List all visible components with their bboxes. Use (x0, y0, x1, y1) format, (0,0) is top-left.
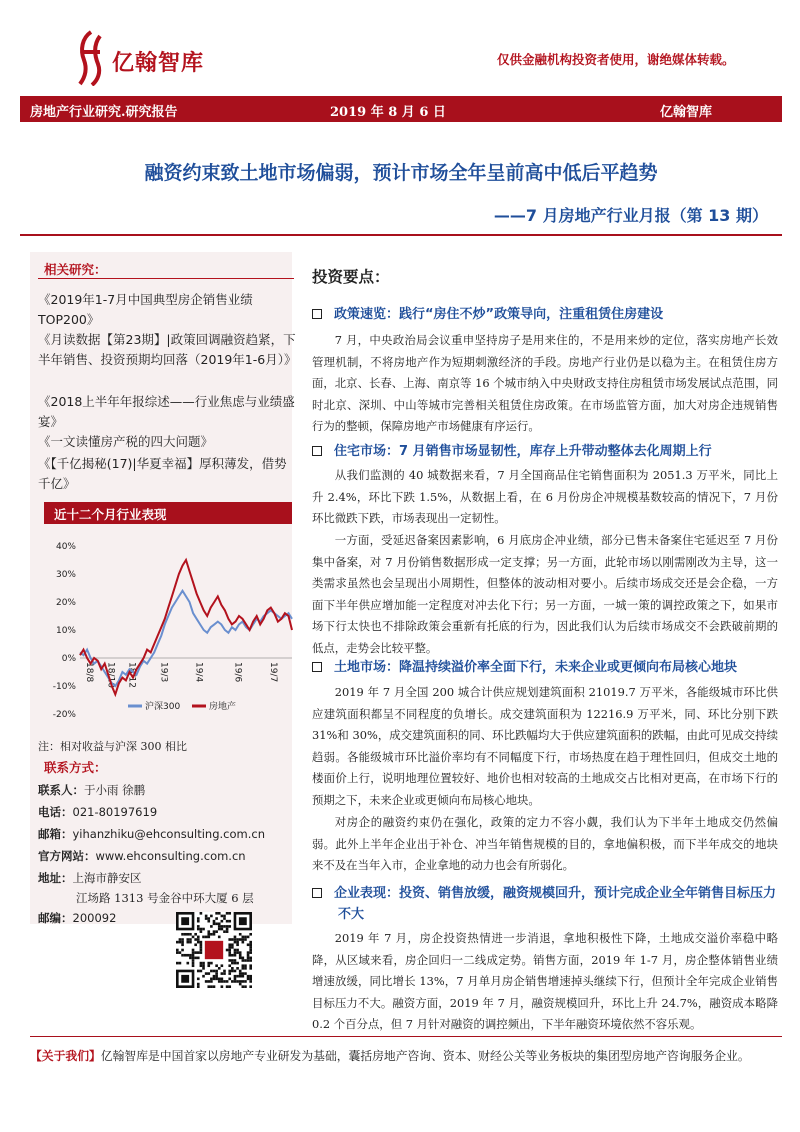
logo-mark (76, 30, 106, 86)
x-tick-label: 18/12 (126, 662, 137, 688)
contact-website: 官方网站：www.ehconsulting.com.cn (38, 849, 246, 863)
website-link[interactable]: www.ehconsulting.com.cn (95, 849, 246, 863)
related-item-4[interactable]: 《一文读懂房产税的四大问题》 (38, 434, 214, 449)
related-research-heading: 相关研究： (44, 262, 107, 277)
y-tick-label: 40% (55, 542, 76, 552)
section-land-para-1: 2019 年 7 月全国 200 城合计供应规划建筑面积 21019.7 万平米，各能级城市环比供应建筑面积都呈不同程度的负增长。成交建筑面积为 12216.9 万平米，同、环比分别下跌 31%和 30%，成交建筑面积的同、环比跌幅均大于供应建筑面积的跌幅，由此可见成交持续趋弱。各能级城市环比溢价率均有不同幅度下行，市场热度在趋于理性回归，但成交土地的楼面价上行，说明地理位置较好、地价也相对较高的土地成交占比相对更高，在市场下行的预期之下，未来企业或更倾向布局核心地块。 (312, 685, 778, 807)
y-tick-label: 0% (61, 654, 76, 664)
section-housing-title: 住宅市场：7 月销售市场显韧性，库存上升带动整体去化周期上行 (312, 441, 782, 462)
y-tick-label: 30% (55, 570, 76, 580)
related-item-3[interactable]: 《2018上半年年报综述——行业焦虑与业绩盛宴》 (38, 394, 295, 429)
x-tick-label: 18/8 (84, 662, 95, 683)
about-tag: 【关于我们】 (30, 1049, 101, 1063)
y-tick-label: -20% (52, 710, 76, 720)
contact-postcode: 邮编：200092 (38, 911, 117, 925)
contact-address: 地址：上海市静安区 (38, 871, 142, 885)
related-divider (38, 278, 294, 279)
logo-text: 亿翰智库 (112, 51, 205, 76)
section-land-title: 土地市场：降温持续溢价率全面下行，未来企业或更倾向布局核心地块 (312, 657, 782, 678)
performance-chart (30, 528, 294, 734)
section-housing-para-1: 从我们监测的 40 城数据来看，7 月全国商品住宅销售面积为 2051.3 万平米，同比上升 2.4%，环比下跌 1.5%，从数据上看，在 6 月份房企冲规模基数较高的情况下，7 月份环比微跌下跌，市场表现出一定韧性。 (312, 468, 778, 525)
checkbox-bullet-icon (312, 662, 322, 672)
related-item-2[interactable]: 《月读数据【第23期】|政策回调融资趋紧，下半年销售、投资预期均回落（2019年1-6月）》 (38, 332, 297, 367)
checkbox-bullet-icon (312, 888, 322, 898)
contact-phone: 电话：021-80197619 (38, 805, 158, 819)
checkbox-bullet-icon (312, 446, 322, 456)
x-tick-label: 18/10 (105, 662, 116, 688)
chart-note: 注：相对收益与沪深 300 相比 (38, 740, 187, 753)
contact-address-line2: 江场路 1313 号金谷中环大厦 6 层 (76, 891, 254, 905)
report-title: 融资约束致土地市场偏弱，预计市场全年呈前高中低后平趋势 (144, 162, 658, 184)
section-land-para-2: 对房企的融资约束仍在强化，政策的定力不容小觑，我们认为下半年土地成交仍然偏弱。此外上半年企业出于补仓、冲当年销售规模的目的，拿地偏积极，而下半年成交的地块来不及在当年入市，企业拿地的动力也会有所弱化。 (312, 815, 778, 872)
report-subtitle: ——7 月房地产行业月报（第 13 期） (493, 206, 768, 225)
chart-heading: 近十二个月行业表现 (44, 502, 292, 524)
y-tick-label: 20% (55, 598, 76, 608)
investment-points-heading: 投资要点： (312, 268, 390, 286)
y-tick-label: 10% (55, 626, 76, 636)
contact-email: 邮箱：yihanzhiku@ehconsulting.com.cn (38, 827, 266, 841)
section-policy-title: 政策速览：践行“房住不炒”政策导向，注重租赁住房建设 (312, 304, 782, 325)
related-item-1[interactable]: 《2019年1-7月中国典型房企销售业绩TOP200》 (38, 292, 253, 327)
disclaimer: 仅供金融机构投资者使用，谢绝媒体转载。 (497, 52, 735, 67)
report-banner (20, 96, 782, 122)
banner-brand: 亿翰智库 (660, 105, 713, 120)
legend-label: 房地产 (209, 702, 237, 712)
section-company-para: 2019 年 7 月，房企投资热情进一步消退，拿地积极性下降，土地成交溢价率稳中略降，从区域来看，房企回归一二线成定势。销售方面，2019 年 1-7 月，房企整体销售业绩增速放缓，同比增长 13%，7 月单月房企销售增速掉头继续下行，但预计全年完成企业销售目标压力不大。融资方面，2019 年 7 月，融资规模回升，环比上升 24.7%，融资成本略降 0.2 个百分点，但 7 月针对融资的调控频出，下半年融资环境依然不容乐观。 (312, 931, 778, 1031)
contact-person: 联系人：于小雨 徐鹏 (38, 783, 146, 797)
section-housing-para-2: 一方面，受延迟备案因素影响，6 月底房企冲业绩，部分已售未备案住宅延迟至 7 月份集中备案，对 7 月份销售数据形成一定支撑；另一方面，此轮市场以刚需刚改为主导，这一类需求虽然也会呈现出小周期性，但整体的波动相对要小。后续市场成交还是会企稳，一方面下半年供应增加能一定程度对冲去化下行；另一方面，一城一策的调控政策之下，如果市场下行太快也不排除政策会重新有托底的行为，因此我们认为后续市场成交不会跌破前期的低点，走势会比较平整。 (312, 533, 778, 655)
title-divider (20, 234, 782, 236)
checkbox-bullet-icon (312, 309, 322, 319)
section-policy-para: 7 月，中央政治局会议重申坚持房子是用来住的，不是用来炒的定位，落实房地产长效管理机制，不将房地产作为短期刺激经济的手段。房地产行业仍是以稳为主。在租赁住房方面，北京、长春、上海、南京等 16 个城市纳入中央财政支持住房租赁市场发展试点范围，同时北京、深圳、中山等城市完善相关租赁住房政策。在市场监管方面，加大对房企违规销售行为的整顿，保障房地产市场健康有序运行。 (312, 333, 778, 433)
x-tick-label: 19/3 (158, 662, 169, 683)
x-tick-label: 19/7 (267, 662, 278, 683)
about-us (30, 1044, 782, 1068)
about-divider (30, 1036, 782, 1037)
x-tick-label: 19/6 (232, 662, 243, 683)
y-tick-label: -10% (52, 682, 76, 692)
related-item-5[interactable]: 《【千亿揭秘(17)|华夏幸福】厚积薄发，借势千亿》 (38, 456, 287, 491)
x-tick-label: 19/4 (193, 662, 204, 683)
email-link[interactable]: yihanzhiku@ehconsulting.com.cn (72, 827, 266, 841)
about-text: 亿翰智库是中国首家以房地产专业研发为基础，囊括房地产咨询、资本、财经公关等业务板块的集团型房地产咨询服务企业。 (100, 1049, 750, 1063)
banner-date: 2019 年 8 月 6 日 (330, 105, 446, 120)
contact-heading: 联系方式： (44, 760, 107, 775)
qr-code-icon[interactable] (176, 912, 252, 988)
banner-category: 房地产行业研究.研究报告 (30, 105, 178, 120)
section-company-title: 企业表现：投资、销售放缓，融资规模回升，预计完成企业全年销售目标压力不大 (312, 883, 782, 925)
legend-label: 沪深300 (145, 702, 181, 712)
